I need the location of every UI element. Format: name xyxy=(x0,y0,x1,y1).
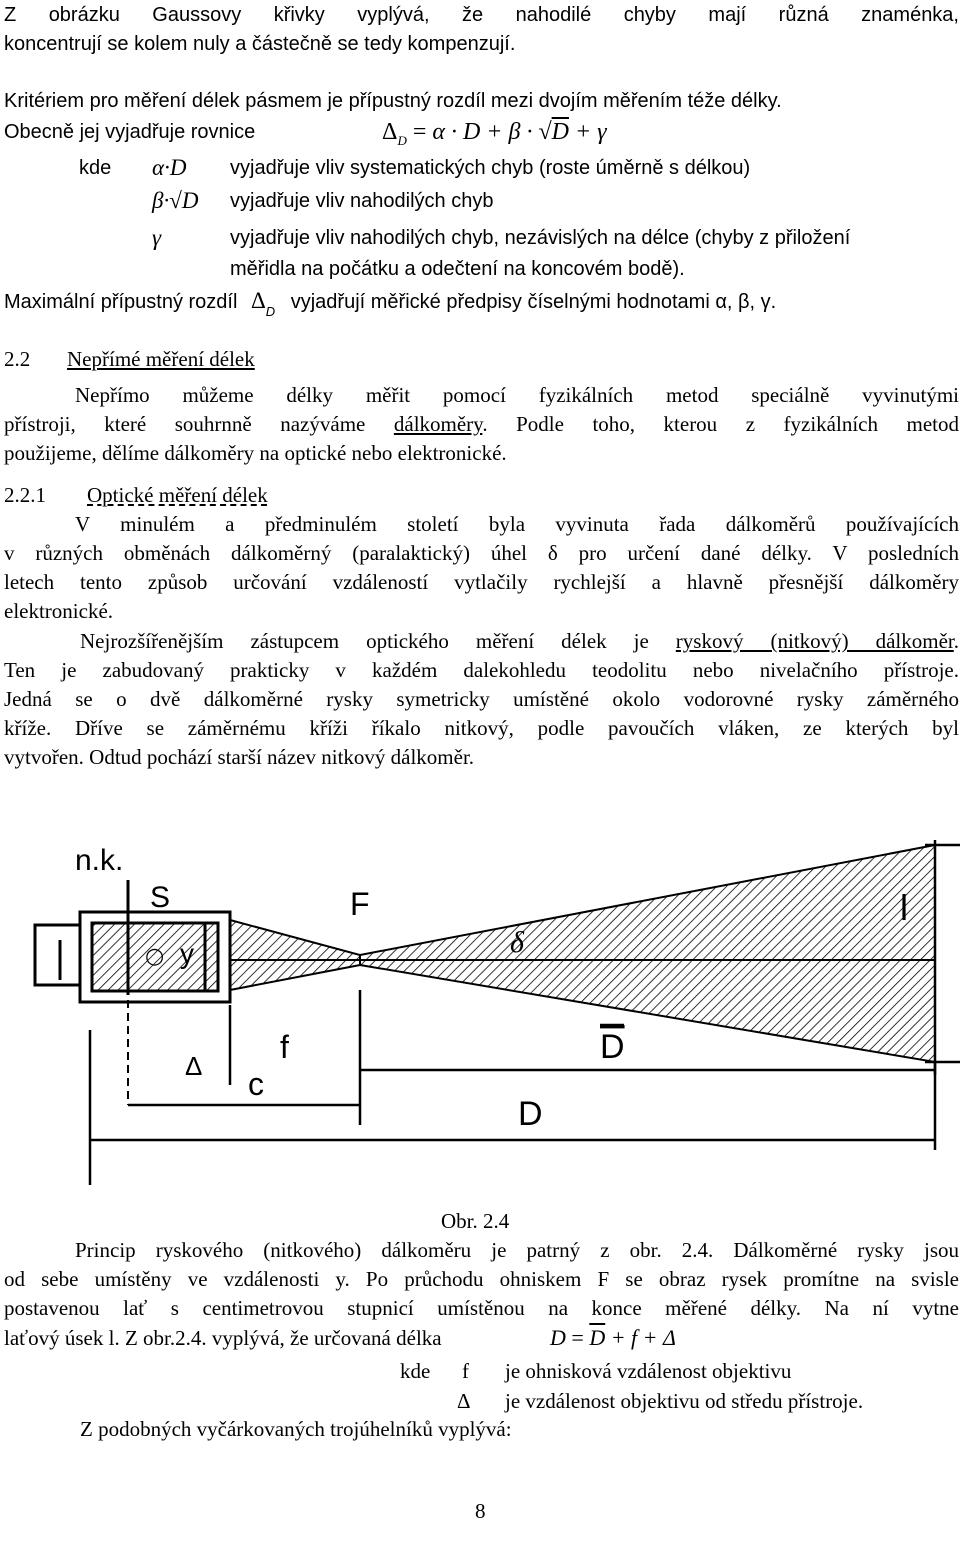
text-line: letech tento způsob určování vzdáleností vytlačily rychlejší a hlavně přesnější dálkoměry xyxy=(4,570,959,594)
text-line: Z obrázku Gaussovy křivky vyplývá, že nahodilé chyby mají různá znaménka, xyxy=(4,4,959,26)
text-line: Jedná se o dvě dálkoměrné rysky symetricky umístěné okolo vodorovné rysky záměrného xyxy=(4,687,959,711)
symbol-beta-sqrt-d: β·√D xyxy=(152,188,199,213)
link-dalkomery: dálkoměry xyxy=(393,412,483,436)
text-line: Princip ryskového (nitkového) dálkoměru je patrný z obr. 2.4. Dálkoměrné rysky jsou xyxy=(75,1238,959,1262)
link-ryskovy-dalkomer: ryskový (nitkový) dálkoměr xyxy=(675,629,954,653)
text-line: Ten je zabudovaný prakticky v každém dalekohledu teodolitu nebo nivelačního přístroje. xyxy=(4,658,959,682)
label-D: D xyxy=(518,1095,543,1133)
text-line: Nejrozšířenějším zástupcem optického měření délek je ryskový (nitkový) dálkoměr. xyxy=(80,629,960,653)
text-line: od sebe umístěny ve vzdálenosti y. Po průchodu ohniskem F se obraz rysek promítne na svisle xyxy=(4,1267,959,1291)
symbol-alpha-d: α·D xyxy=(152,155,187,180)
text-line: koncentrují se kolem nuly a částečně se tedy kompenzují. xyxy=(4,33,516,55)
text-line: přístroji, které souhrnně nazýváme dálkoměry. Podle toho, kterou z fyzikálních metod xyxy=(4,412,959,436)
text-line: v různých obměnách dálkoměrný (paralaktický) úhel δ pro určení dané délky. V posledních xyxy=(4,541,959,565)
text-line: vytvořen. Odtud pochází starší název nitkový dálkoměr. xyxy=(4,745,475,769)
label-delta: δ xyxy=(510,926,524,959)
sight-cone-left xyxy=(230,920,360,990)
symbol-gamma: γ xyxy=(152,225,162,250)
text-line: je ohnisková vzdálenost objektivu xyxy=(505,1359,792,1383)
text-line: měřidla na počátku a odečtení na koncovém bodě). xyxy=(230,258,685,280)
label-f: f xyxy=(280,1029,289,1065)
formula-distance: $D = \overline{D} + f + \Delta$ xyxy=(550,1325,676,1350)
text-line: V minulém a předminulém století byla vyvinuta řada dálkoměrů používajících xyxy=(75,512,959,536)
text-kde: kde xyxy=(400,1359,431,1383)
label-Delta: Δ xyxy=(185,1051,203,1081)
section-number: 2.2 xyxy=(4,347,31,371)
text-line: vyjadřuje vliv nahodilých chyb xyxy=(230,190,494,212)
label-nk: n.k. xyxy=(75,844,124,877)
text-line: laťový úsek l. Z obr.2.4. vyplývá, že určovaná délka xyxy=(4,1326,442,1350)
text-line: Obecně jej vyjadřuje rovnice xyxy=(4,121,256,143)
symbol-f: f xyxy=(462,1359,469,1383)
section-title: Nepřímé měření délek xyxy=(67,347,255,371)
text-line: elektronické. xyxy=(4,599,114,623)
figure-caption: Obr. 2.4 xyxy=(441,1209,510,1233)
page-number: 8 xyxy=(475,1499,486,1523)
text-kde: kde xyxy=(79,157,112,179)
text-line: Z podobných vyčárkovaných trojúhelníků vyplývá: xyxy=(80,1417,512,1441)
text-line: kříže. Dříve se záměrnému kříži říkalo nitkový, podle pavoučích vláken, ze kterých byl xyxy=(4,716,959,740)
section-number: 2.2.1 xyxy=(4,483,46,507)
text-line: postavenou lať s centimetrovou stupnicí umístěnou na konce měřené délky. Na ní vytne xyxy=(4,1296,959,1320)
text-line: Nepřímo můžeme délky měřit pomocí fyzikálních metod speciálně vyvinutými xyxy=(75,383,959,407)
label-s: S xyxy=(150,881,171,914)
circle-mark: ○ xyxy=(145,944,165,969)
text-line: vyjadřuje vliv systematických chyb (roste úměrně s délkou) xyxy=(230,157,751,179)
text-line: použijeme, dělíme dálkoměry na optické nebo elektronické. xyxy=(4,441,507,465)
label-l: l xyxy=(900,887,908,928)
section-title: Optické měření délek xyxy=(87,483,268,507)
label-Dbar: D xyxy=(600,1028,625,1066)
text-line: je vzdálenost objektivu od středu přístroje. xyxy=(505,1389,864,1413)
sight-cone-right xyxy=(360,845,935,1062)
formula-tolerance: $\Delta_D = \alpha \cdot D + \beta \cdot √D + \gamma$ xyxy=(382,119,607,148)
label-y: y xyxy=(180,938,194,969)
telescope-icon xyxy=(35,912,230,1002)
label-c: c xyxy=(248,1066,264,1102)
text-line-max: Maximální přípustný rozdíl $\Delta_D$ vyjadřují měřické předpisy číselnými hodnotami α, β, γ. xyxy=(4,288,777,319)
symbol-delta: Δ xyxy=(457,1389,471,1413)
text-line: vyjadřuje vliv nahodilých chyb, nezávislých na délce (chyby z přiložení xyxy=(230,227,851,249)
text-line: Kritériem pro měření délek pásmem je přípustný rozdíl mezi dvojím měřením téže délky. xyxy=(4,90,782,112)
stadia-rangefinder-diagram xyxy=(30,830,960,1230)
label-F: F xyxy=(350,886,370,922)
